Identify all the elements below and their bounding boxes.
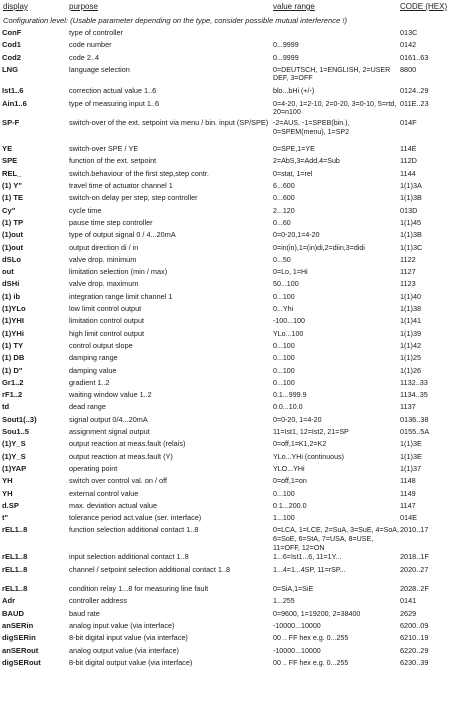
param-purpose: analog output value (via interface)	[69, 645, 179, 655]
param-purpose: dead range	[69, 402, 106, 412]
param-value-range: 0...100	[273, 489, 295, 498]
param-code: Cod2	[2, 52, 21, 62]
param-purpose: controller address	[69, 596, 127, 606]
param-purpose: damping range	[69, 353, 118, 363]
param-code: Adr	[2, 596, 16, 606]
param-code: (1)Y_S	[2, 451, 26, 461]
param-value-range: -10000...10000	[273, 646, 321, 655]
param-code: Gr1..2	[2, 377, 24, 387]
param-purpose: function selection additional contact 1..8	[69, 525, 199, 535]
param-code-hex: 014E	[400, 513, 418, 523]
param-code: BAUD	[2, 608, 24, 618]
param-code: (1) ib	[2, 291, 21, 301]
col-header-display: display	[3, 2, 28, 11]
table-row	[0, 440, 470, 452]
param-code-hex: 6210..19	[400, 633, 429, 643]
table-row	[0, 66, 470, 86]
param-purpose: waiting window value 1..2	[69, 390, 152, 400]
param-value-range: 0.1...200.0	[273, 501, 307, 510]
param-code-hex: 6230..39	[400, 657, 429, 667]
param-value-range: 0...100	[273, 366, 295, 375]
param-code-hex: 1(1)3A	[400, 181, 422, 191]
param-code: Ain1..6	[2, 98, 27, 108]
table-header	[0, 3, 470, 13]
param-value-range: 0...Yhi	[273, 305, 294, 314]
param-purpose: condition relay 1...8 for measuring line fault	[69, 584, 209, 594]
param-code-hex: 1(1)3C	[400, 242, 423, 252]
param-code-hex: 2028..2F	[400, 584, 429, 594]
param-code: anSERout	[2, 645, 39, 655]
param-value-range: 0=LCA, 1=LCE, 2=SuA, 3=SuE, 4=SoA, 6=SoE, 6=StA, 7=USA, 8=USE, 11=OFF, 12=ON	[273, 526, 400, 552]
param-purpose: cycle time	[69, 205, 102, 215]
param-code-hex: 1144	[400, 168, 416, 178]
param-code-hex: 8800	[400, 64, 417, 74]
param-code: (1)out	[2, 242, 24, 252]
param-code-hex: 1134..35	[400, 390, 428, 400]
param-value-range: 1...4=1...4SP, 11=rSP...	[273, 565, 346, 574]
param-purpose: damping value	[69, 365, 117, 375]
param-purpose: type of controller	[69, 28, 123, 37]
table-row	[0, 597, 470, 609]
param-code: ConF	[2, 28, 22, 37]
param-purpose: limitation control output	[69, 316, 145, 326]
param-code: Cod1	[2, 40, 21, 50]
table-row	[0, 553, 470, 565]
param-purpose: switch.behaviour of the first step,step contr.	[69, 168, 209, 178]
table-row	[0, 477, 470, 489]
param-code-hex: 0124..29	[400, 86, 429, 96]
param-code: (1)Y_S	[2, 439, 26, 449]
table-row	[0, 157, 470, 169]
param-code: Sou1..5	[2, 427, 30, 437]
param-purpose: analog input value (via interface)	[69, 621, 175, 631]
param-code-hex: 1137	[400, 402, 416, 412]
param-purpose: type of measuring input 1..6	[69, 98, 160, 108]
param-purpose: low limit control output	[69, 304, 142, 314]
param-code-hex: 1132..33	[400, 377, 428, 387]
param-value-range: 6...600	[273, 182, 295, 191]
param-value-range: 0=DEUTSCH, 1=ENGLISH, 2=USER DEF, 3=OFF	[273, 65, 391, 83]
col-header-code-hex: CODE (HEX)	[400, 2, 448, 11]
param-value-range: 0...9999	[273, 41, 299, 50]
param-code: digSERout	[2, 657, 41, 667]
col-header-value-range: value range	[273, 2, 315, 11]
param-value-range: 50...100	[273, 280, 299, 289]
param-purpose: input selection additional contact 1..8	[69, 552, 189, 562]
param-value-range: 0=4-20, 1=2-10, 2=0-20, 3=0-10, 5=rtd, 20=n100	[273, 99, 397, 117]
param-code: (1) DB	[2, 353, 25, 363]
param-code-hex: 1(1)3E	[400, 439, 422, 449]
param-purpose: type of output signal 0 / 4...20mA	[69, 230, 176, 240]
table-row	[0, 367, 470, 379]
param-code-hex: 6200..09	[400, 621, 429, 631]
param-code-hex: 1(1)37	[400, 463, 422, 473]
param-value-range: 2...120	[273, 206, 295, 215]
param-purpose: output direction di / in	[69, 242, 139, 252]
param-purpose: output reaction at meas.fault (relais)	[69, 439, 186, 449]
param-value-range: 0...50	[273, 255, 291, 264]
table-row	[0, 526, 470, 553]
param-code-hex: 1147	[400, 500, 416, 510]
table-row	[0, 354, 470, 366]
param-purpose: baud rate	[69, 608, 100, 618]
param-code-hex: 1127	[400, 267, 416, 277]
param-purpose: operating point	[69, 463, 118, 473]
param-purpose: signal output 0/4...20mA	[69, 414, 148, 424]
param-code-hex: 1(1)38	[400, 304, 422, 314]
param-value-range: blo...bHi (+/-)	[273, 87, 315, 96]
param-code-hex: 1(1)3B	[400, 230, 422, 240]
param-code-hex: 1(1)41	[400, 316, 422, 326]
param-value-range: 0=stat, 1=rel	[273, 169, 313, 178]
param-purpose: control output slope	[69, 340, 133, 350]
param-code: digSERin	[2, 633, 36, 643]
table-row	[0, 231, 470, 243]
param-code-hex: 114E	[400, 144, 417, 154]
param-value-range: 00 .. FF hex e.g. 0...255	[273, 658, 349, 667]
param-value-range: 0=SiA,1=SiE	[273, 585, 314, 594]
param-code-hex: 1(1)45	[400, 217, 422, 227]
param-purpose: 8-bit digital input value (via interface)	[69, 633, 188, 643]
param-value-range: 0=0-20,1=4-20	[273, 231, 320, 240]
param-code: (1)out	[2, 230, 24, 240]
param-code: Ist1..6	[2, 86, 24, 96]
param-purpose: output reaction at meas.fault (Y)	[69, 451, 173, 461]
table-row	[0, 119, 470, 143]
param-value-range: 0...100	[273, 354, 295, 363]
param-code: rEL1..8	[2, 584, 28, 594]
param-value-range: 1...255	[273, 597, 295, 606]
param-value-range: 0...100	[273, 341, 295, 350]
param-code-hex: 0161..63	[400, 52, 429, 62]
param-purpose: travel time of actuator channel 1	[69, 181, 173, 191]
param-value-range: 2=AbS,3=Add,4=Sub	[273, 157, 340, 166]
param-purpose: external control value	[69, 488, 139, 498]
param-purpose: 8-bit digital output value (via interface)	[69, 657, 193, 667]
param-value-range: -10000...10000	[273, 622, 321, 631]
param-purpose: language selection	[69, 64, 130, 74]
param-code-hex: 014F	[400, 118, 417, 128]
param-value-range: 0=9600, 1=19200, 2=38400	[273, 609, 361, 618]
table-row	[0, 280, 470, 292]
param-purpose: limitation selection (min / max)	[69, 267, 168, 277]
param-value-range: -2=AUS, -1=SPEB(bin.), 0=SPEM(menu), 1=SP2	[273, 119, 350, 136]
table-row	[0, 100, 470, 120]
param-code: (1)YAP	[2, 463, 27, 473]
param-purpose: switch-over SPE / YE	[69, 144, 139, 154]
param-purpose: gradient 1..2	[69, 377, 110, 387]
param-value-range: 0...9999	[273, 53, 299, 62]
table-row	[0, 490, 470, 502]
param-code-hex: 0155..5A	[400, 427, 430, 437]
param-code-hex: 0141	[400, 596, 417, 606]
param-value-range: -100...100	[273, 317, 305, 326]
param-purpose: pause time step controller	[69, 217, 153, 227]
param-code: rEL1..8	[2, 552, 28, 562]
param-code-hex: 1122	[400, 254, 416, 264]
param-code: LNG	[2, 64, 19, 74]
param-code: (1)YHI	[2, 316, 24, 326]
param-code: rEL1..8	[2, 564, 28, 574]
col-header-purpose: purpose	[69, 2, 98, 11]
param-code: Sout1(..3)	[2, 414, 37, 424]
param-value-range: YLo...YHi (continuous)	[273, 452, 344, 461]
param-code: (1) TY	[2, 340, 24, 350]
param-code: rF1..2	[2, 390, 23, 400]
param-code: td	[2, 402, 10, 412]
param-purpose: tolerance period act.value (ser. interface)	[69, 513, 202, 523]
param-value-range: 0=in(in),1=(in)di,2=diin,3=didi	[273, 243, 365, 252]
section-note: Configuration level: (Usable parameter depending on the type, consider possible mutual interference !)	[3, 16, 348, 25]
param-code: anSERin	[2, 621, 34, 631]
param-code-hex: 1148	[400, 476, 416, 486]
param-code-hex: 1123	[400, 279, 416, 289]
param-purpose: correction actual value 1..6	[69, 86, 157, 96]
table-row	[0, 244, 470, 256]
param-purpose: function of the ext. setpoint	[69, 156, 157, 166]
param-code-hex: 2018..1F	[400, 552, 429, 562]
param-code: SPE	[2, 156, 18, 166]
param-code-hex: 1(1)3B	[400, 193, 422, 203]
param-value-range: 0=off,1=K1,2=K2	[273, 440, 327, 449]
param-code: out	[2, 267, 14, 277]
param-value-range: YLO...YHi	[273, 464, 305, 473]
param-code: t"	[2, 513, 9, 523]
param-code-hex: 0136..38	[400, 414, 429, 424]
param-code-hex: 1(1)40	[400, 291, 422, 301]
param-purpose: integration range limit channel 1	[69, 291, 173, 301]
param-purpose: channel / setpoint selection additional contact 1..8	[69, 564, 231, 574]
param-purpose: switch-over of the ext. setpoint via menu / bin. input (SP/SPE)	[69, 118, 269, 128]
param-code-hex: 013C	[400, 28, 418, 37]
param-code-hex: 013D	[400, 205, 418, 215]
table-row	[0, 403, 470, 415]
param-value-range: 0=SPE,1=YE	[273, 145, 315, 154]
param-code-hex: 0142	[400, 40, 417, 50]
param-code: dSLo	[2, 254, 21, 264]
param-purpose: assignment signal output	[69, 427, 150, 437]
param-code: (1)YHi	[2, 328, 24, 338]
param-purpose: valve drop. minimum	[69, 254, 137, 264]
param-purpose: switch over control val. on / off	[69, 476, 168, 486]
param-value-range: 0.0...10.0	[273, 403, 303, 412]
param-code: REL_	[2, 168, 22, 178]
table-row	[0, 659, 470, 671]
param-code: dSHi	[2, 279, 20, 289]
param-code-hex: 1(1)25	[400, 353, 422, 363]
param-value-range: 0.1...999.9	[273, 391, 307, 400]
param-code: (1) TE	[2, 193, 24, 203]
param-code-hex: 011E..23	[400, 98, 429, 108]
param-value-range: YLo...100	[273, 329, 304, 338]
param-code-hex: 112D	[400, 156, 417, 166]
param-value-range: 0=off,1=on	[273, 477, 307, 486]
param-code: (1) TP	[2, 217, 24, 227]
param-code-hex: 1(1)39	[400, 328, 422, 338]
param-code: Cy"	[2, 205, 16, 215]
table-row	[0, 87, 470, 99]
table-row	[0, 194, 470, 206]
param-value-range: 0...60	[273, 218, 291, 227]
table-row	[0, 41, 470, 53]
param-code: d.SP	[2, 500, 19, 510]
param-code: (1) Y"	[2, 181, 22, 191]
param-purpose: code number	[69, 40, 112, 50]
param-code: SP-F	[2, 118, 20, 128]
param-code: YH	[2, 488, 13, 498]
param-code-hex: 1(1)3E	[400, 451, 422, 461]
param-code: YH	[2, 476, 13, 486]
param-value-range: 11=Ist1, 12=Ist2, 21=SP	[273, 428, 349, 437]
parameter-table	[0, 29, 470, 671]
param-value-range: 0...100	[273, 378, 295, 387]
param-value-range: 00 .. FF hex e.g. 0...255	[273, 634, 349, 643]
param-purpose: high limit control output	[69, 328, 145, 338]
param-code-hex: 2020..27	[400, 564, 429, 574]
param-value-range: 0...100	[273, 292, 295, 301]
param-purpose: switch-on delay per step, step controller	[69, 193, 198, 203]
param-value-range: 0=0-20, 1=4-20	[273, 415, 322, 424]
table-row	[0, 317, 470, 329]
table-row	[0, 566, 470, 586]
param-code: rEL1..8	[2, 525, 28, 535]
param-purpose: valve drop. maximum	[69, 279, 139, 289]
param-value-range: 1...6=Ist1...6, 11=1Y...	[273, 553, 342, 562]
param-code-hex: 6220..29	[400, 645, 429, 655]
param-code-hex: 2010..17	[400, 525, 429, 535]
param-code: YE	[2, 144, 13, 154]
param-value-range: 0=Lo, 1=Hi	[273, 268, 308, 277]
param-code-hex: 1(1)42	[400, 340, 422, 350]
param-purpose: code 2..4	[69, 52, 100, 62]
param-value-range: 0...600	[273, 194, 295, 203]
param-value-range: 1...100	[273, 514, 295, 523]
param-code: (1) D"	[2, 365, 23, 375]
param-code-hex: 1(1)26	[400, 365, 422, 375]
param-code-hex: 2629	[400, 608, 417, 618]
param-code-hex: 1149	[400, 488, 416, 498]
param-purpose: max. deviation actual value	[69, 500, 158, 510]
table-row	[0, 634, 470, 646]
param-code: (1)YLo	[2, 304, 26, 314]
